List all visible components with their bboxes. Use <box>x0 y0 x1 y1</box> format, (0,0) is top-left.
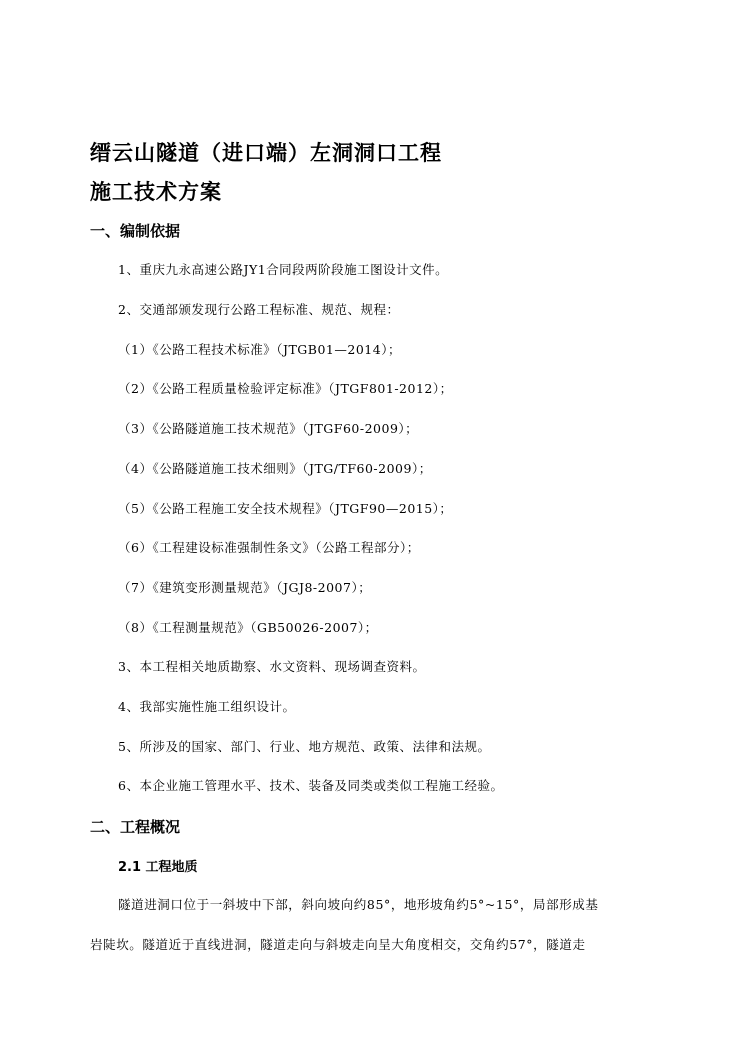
basis-item: 1、重庆九永高速公路JY1合同段两阶段施工图设计文件。 <box>118 262 449 277</box>
standard-item: （4）《公路隧道施工技术细则》（JTG/TF60-2009）； <box>118 461 432 476</box>
basis-item: 6、本企业施工管理水平、技术、装备及同类或类似工程施工经验。 <box>118 778 504 793</box>
standard-item: （3）《公路隧道施工技术规范》（JTGF60-2009）； <box>118 421 419 436</box>
standard-item: （7）《建筑变形测量规范》（JGJ8-2007）； <box>118 580 372 595</box>
basis-item: 2、交通部颁发现行公路工程标准、规范、规程： <box>118 302 400 317</box>
subsection-heading-geology: 2.1 工程地质 <box>118 860 198 875</box>
standard-item: （2）《公路工程质量检验评定标准》（JTGF801-2012）； <box>118 381 453 396</box>
standard-item: （8）《工程测量规范》（GB50026-2007）； <box>118 620 378 635</box>
section-heading-overview: 二、工程概况 <box>90 818 181 836</box>
standard-item: （6）《工程建设标准强制性条文》（公路工程部分）； <box>118 540 420 555</box>
document-title-line1: 缙云山隧道（进口端）左洞洞口工程 <box>90 141 442 165</box>
standard-item: （1）《公路工程技术标准》（JTGB01—2014）； <box>118 342 401 357</box>
paragraph-line: 隧道进洞口位于一斜坡中下部，斜向坡向约85°，地形坡角约5°~15°，局部形成基 <box>118 897 599 912</box>
section-heading-basis: 一、编制依据 <box>90 222 181 240</box>
basis-item: 4、我部实施性施工组织设计。 <box>118 699 296 714</box>
standard-item: （5）《公路工程施工安全技术规程》（JTGF90—2015）； <box>118 501 453 516</box>
basis-item: 3、本工程相关地质勘察、水文资料、现场调查资料。 <box>118 659 426 674</box>
paragraph-line: 岩陡坎。隧道近于直线进洞，隧道走向与斜坡走向呈大角度相交，交角约57°，隧道走 <box>90 937 586 952</box>
basis-item: 5、所涉及的国家、部门、行业、地方规范、政策、法律和法规。 <box>118 739 491 754</box>
document-title-line2: 施工技术方案 <box>90 180 222 204</box>
